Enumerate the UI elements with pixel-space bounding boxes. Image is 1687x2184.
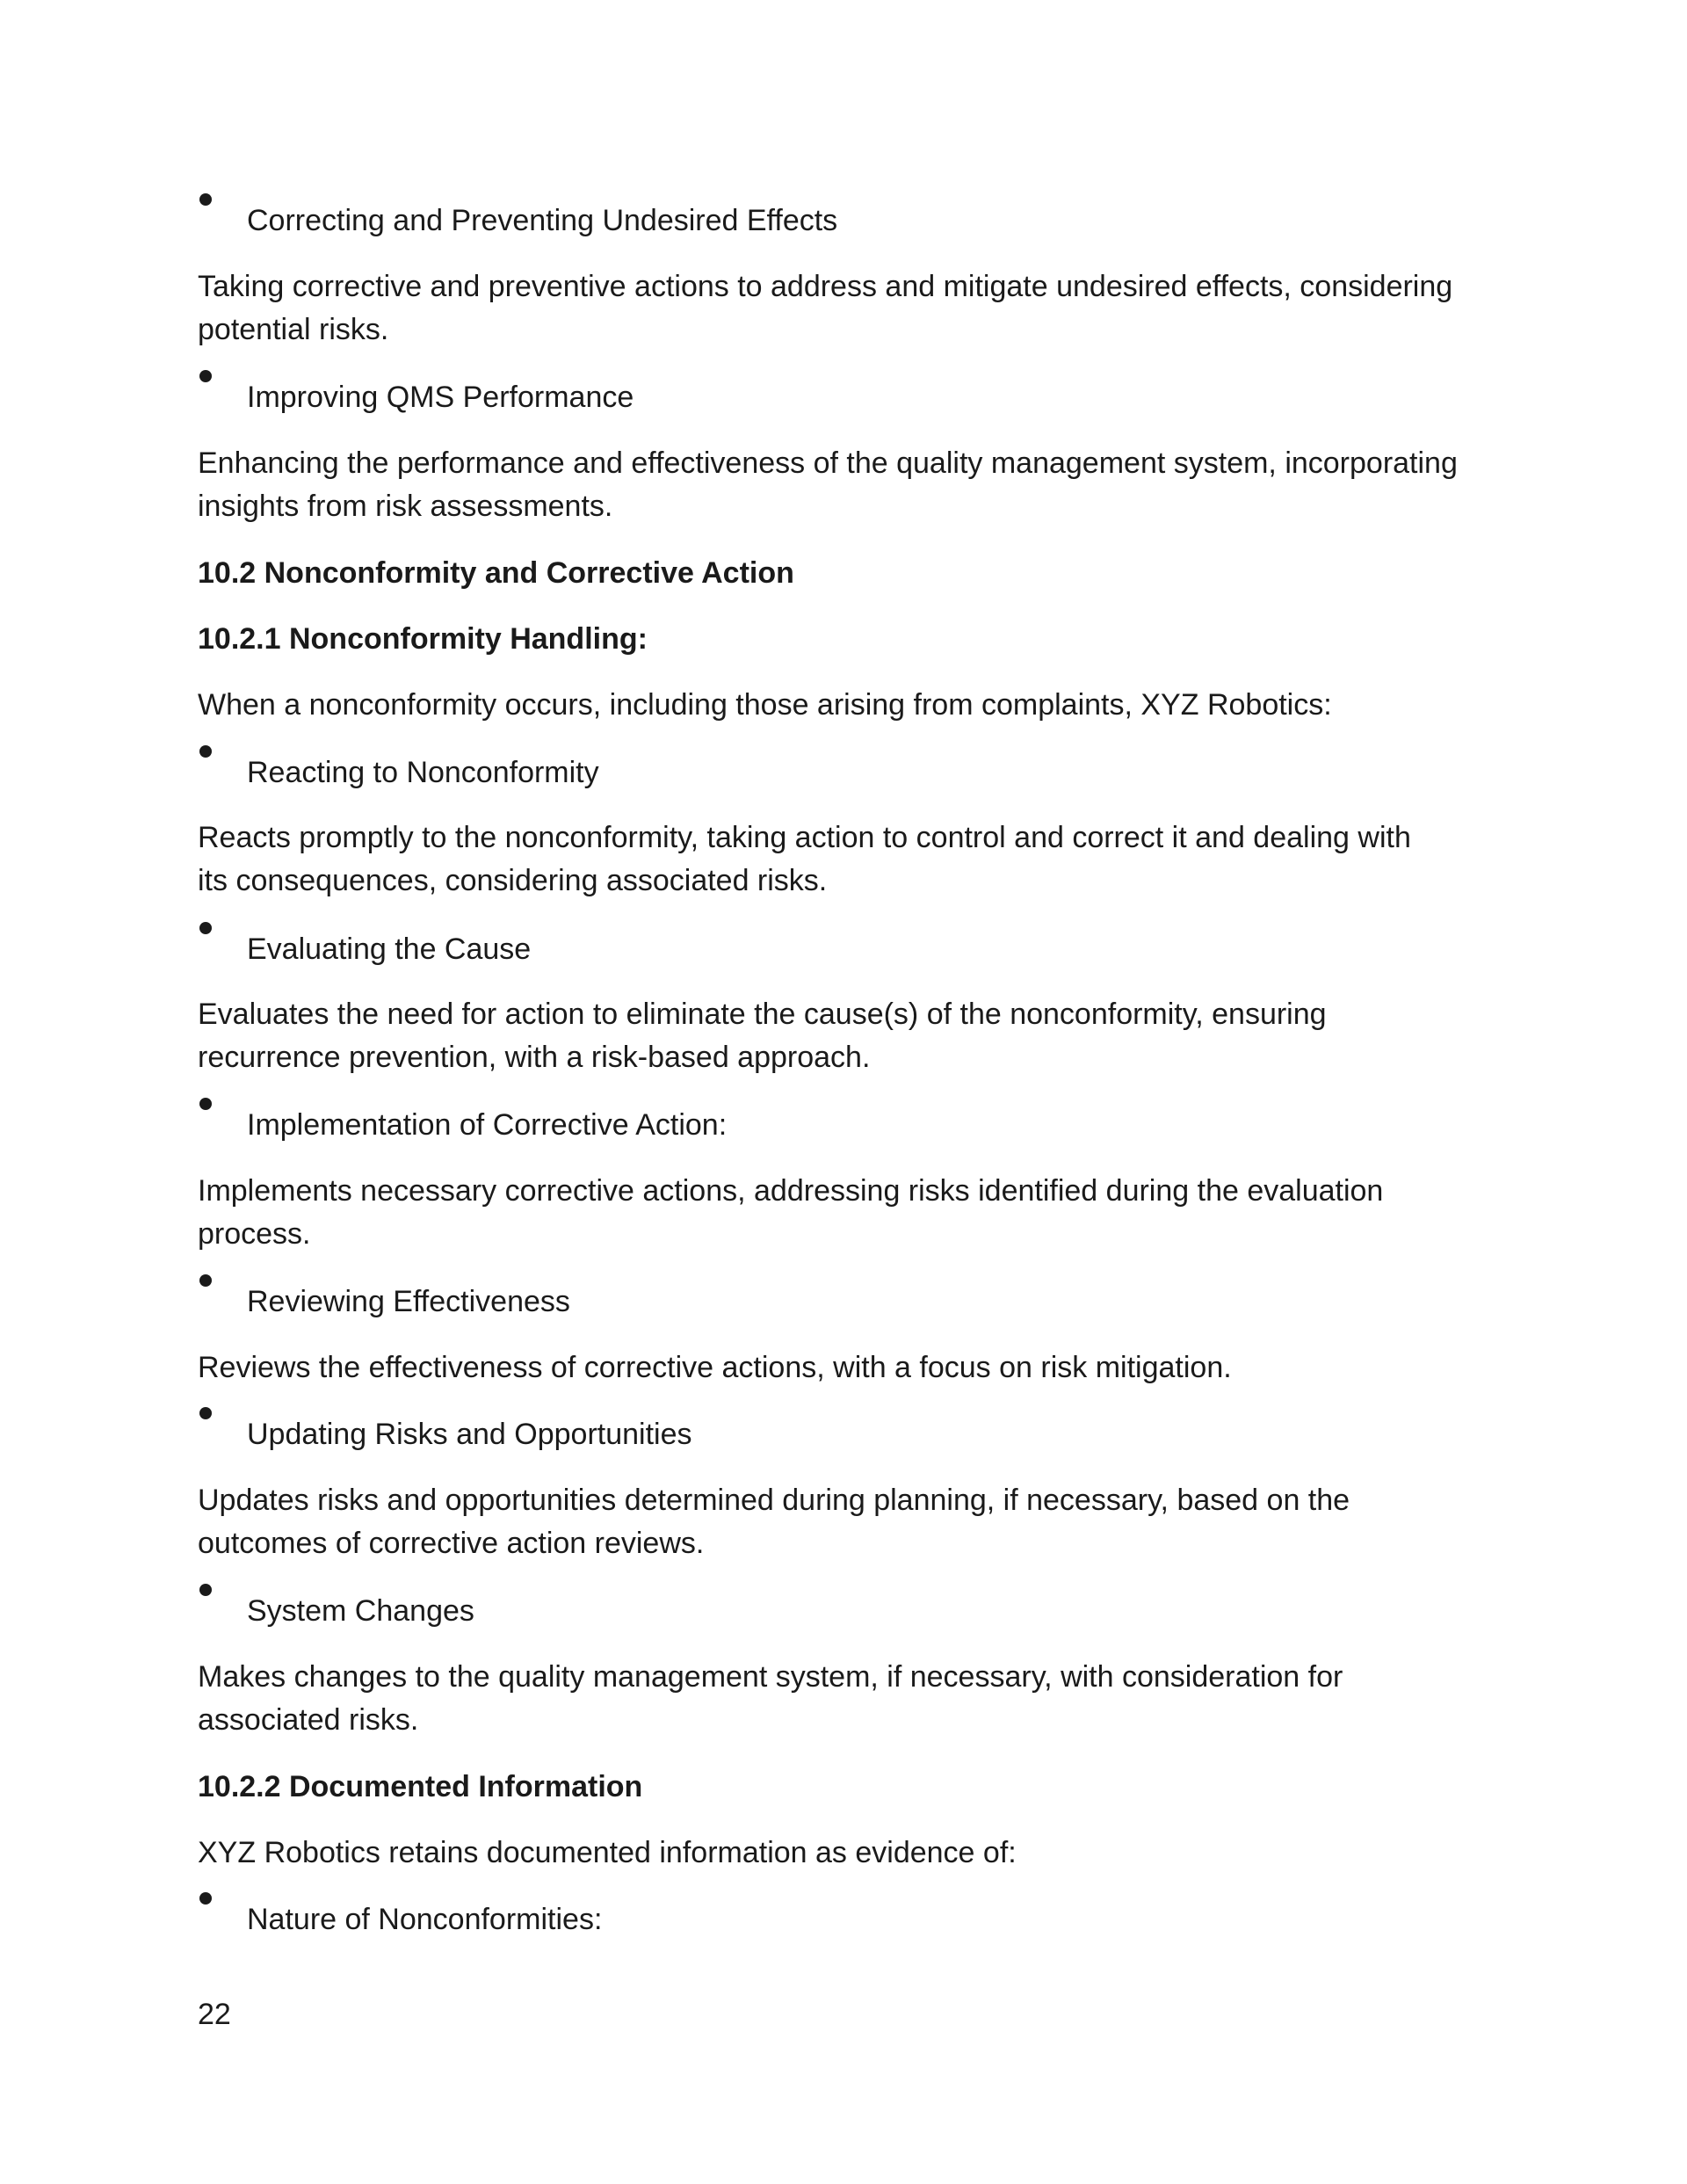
bullet-text: Correcting and Preventing Undesired Effects (247, 204, 838, 237)
paragraph-line: process. (198, 1217, 311, 1251)
bullet-text: Implementation of Corrective Action: (247, 1108, 728, 1142)
bullet-text: Updating Risks and Opportunities (247, 1418, 692, 1451)
paragraph-line: insights from risk assessments. (198, 490, 613, 523)
bullet-text: Reviewing Effectiveness (247, 1285, 570, 1318)
paragraph (198, 442, 1498, 528)
bullet-icon (199, 1892, 212, 1905)
bullet-icon (199, 193, 212, 206)
paragraph (198, 1656, 1498, 1742)
page-number: 22 (198, 1998, 231, 2031)
paragraph: When a nonconformity occurs, including those arising from complaints, XYZ Robotics: (198, 688, 1332, 722)
paragraph-line: outcomes of corrective action reviews. (198, 1527, 705, 1560)
bullet-icon (199, 1584, 212, 1596)
paragraph-line: Reacts promptly to the nonconformity, taking action to control and correct it and dealing with (198, 821, 1411, 854)
bullet-text: Reacting to Nonconformity (247, 756, 599, 789)
section-heading: 10.2 Nonconformity and Corrective Action (198, 556, 794, 590)
paragraph-line: Enhancing the performance and effectiveness of the quality management system, incorporating (198, 446, 1458, 480)
paragraph (198, 265, 1498, 352)
paragraph-line: potential risks. (198, 313, 389, 346)
paragraph: Reviews the effectiveness of corrective actions, with a focus on risk mitigation. (198, 1351, 1232, 1384)
paragraph-line: Makes changes to the quality management system, if necessary, with consideration for (198, 1660, 1343, 1694)
paragraph-line: Implements necessary corrective actions, addressing risks identified during the evaluation (198, 1174, 1384, 1208)
paragraph (198, 1170, 1498, 1256)
bullet-text: Evaluating the Cause (247, 932, 532, 966)
paragraph-line: Taking corrective and preventive actions to address and mitigate undesired effects, considering (198, 270, 1453, 303)
paragraph-line: recurrence prevention, with a risk-based approach. (198, 1041, 871, 1074)
bullet-icon (199, 370, 212, 382)
paragraph-line: its consequences, considering associated risks. (198, 864, 828, 897)
bullet-icon (199, 1098, 212, 1110)
paragraph (198, 816, 1498, 903)
bullet-icon (199, 745, 212, 758)
paragraph-line: associated risks. (198, 1703, 419, 1737)
bullet-text: Nature of Nonconformities: (247, 1903, 603, 1936)
bullet-icon (199, 1407, 212, 1419)
bullet-icon (199, 1274, 212, 1287)
paragraph-line: Evaluates the need for action to eliminate the cause(s) of the nonconformity, ensuring (198, 998, 1327, 1031)
bullet-text: System Changes (247, 1594, 474, 1628)
bullet-icon (199, 922, 212, 934)
bullet-text: Improving QMS Performance (247, 381, 634, 414)
paragraph (198, 993, 1498, 1079)
paragraph-line: Updates risks and opportunities determined during planning, if necessary, based on the (198, 1484, 1350, 1517)
paragraph (198, 1479, 1498, 1565)
subsection-heading: 10.2.1 Nonconformity Handling: (198, 622, 648, 656)
paragraph: XYZ Robotics retains documented information as evidence of: (198, 1836, 1017, 1869)
subsection-heading: 10.2.2 Documented Information (198, 1770, 643, 1803)
